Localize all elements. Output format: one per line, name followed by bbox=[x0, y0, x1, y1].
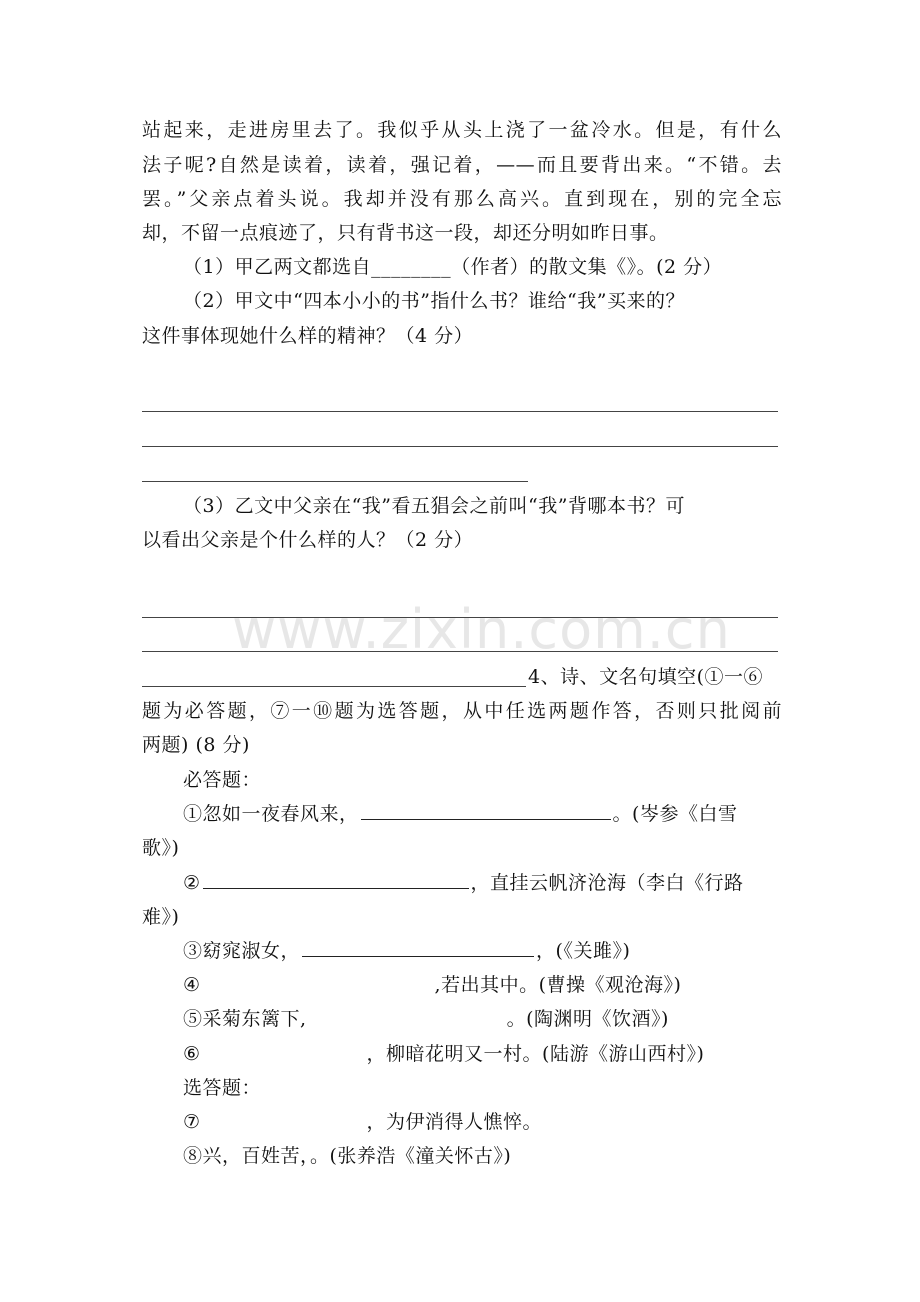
item-7 bbox=[183, 1105, 783, 1139]
item-4 bbox=[183, 968, 783, 1002]
question-1-prefix: （1）甲乙两文都选自 bbox=[183, 256, 372, 278]
item-2-continued: 难》) bbox=[142, 906, 180, 928]
item-2-text: ，直挂云帆济沧海（李白《行路 bbox=[470, 872, 744, 894]
answer-line bbox=[142, 411, 778, 412]
section-4-line-3: 两题) (8 分) bbox=[142, 734, 250, 756]
question-3-line-2: 以看出父亲是个什么样的人？（2 分） bbox=[142, 529, 474, 551]
watermark: www.zixin.com.cn bbox=[232, 598, 731, 661]
item-3-number: ③ bbox=[183, 940, 203, 962]
item-6 bbox=[183, 1037, 783, 1071]
fill-blank[interactable] bbox=[302, 934, 534, 957]
item-7-number: ⑦ bbox=[183, 1111, 201, 1133]
item-5-text: 采菊东篱下, bbox=[202, 1008, 307, 1030]
item-8 bbox=[183, 1139, 783, 1173]
item-3-text: 窈窕淑女， bbox=[202, 940, 301, 962]
optional-label: 选答题： bbox=[183, 1077, 262, 1099]
fill-blank[interactable] bbox=[203, 866, 469, 889]
item-5 bbox=[183, 1002, 783, 1036]
answer-line bbox=[142, 617, 778, 618]
fill-blank[interactable] bbox=[361, 797, 611, 820]
question-2-line-1: （2）甲文中“四本小小的书”指什么书？谁给“我”买来的？ bbox=[183, 290, 685, 312]
item-1-source: 。(岑参《白雪 bbox=[612, 803, 738, 825]
item-8-text: 兴，百姓苦，。(张养浩《潼关怀古》) bbox=[202, 1145, 512, 1167]
passage-line-3: 罢。”父亲点着头说。我却并没有那么高兴。直到现在，别的完全忘 bbox=[142, 188, 782, 210]
passage-line-4: 却，不留一点痕迹了，只有背书这一段，却还分明如昨日事。 bbox=[142, 222, 669, 244]
item-7-text: ，为伊消得人憔悴。 bbox=[366, 1111, 543, 1133]
item-4-number: ④ bbox=[183, 974, 201, 996]
item-2 bbox=[183, 866, 783, 900]
item-1 bbox=[183, 797, 783, 831]
answer-line bbox=[142, 651, 778, 652]
answer-line bbox=[142, 481, 528, 482]
section-4-line-2: 题为必答题，⑦一⑩题为选答题，从中任选两题作答，否则只批阅前 bbox=[142, 700, 782, 722]
item-6-text: ，柳暗花明又一村。(陆游《游山西村》) bbox=[366, 1043, 705, 1065]
passage-line-2: 法子呢?自然是读着，读着，强记着，——而且要背出来。“不错。去 bbox=[142, 154, 782, 176]
item-2-number: ② bbox=[183, 872, 201, 894]
item-3-source: ，(《关雎》) bbox=[536, 940, 631, 962]
item-6-number: ⑥ bbox=[183, 1043, 201, 1065]
required-label: 必答题： bbox=[183, 769, 262, 791]
question-2-line-2: 这件事体现她什么样的精神？（4 分） bbox=[142, 325, 474, 347]
item-3 bbox=[183, 934, 783, 968]
item-5-source: 。(陶渊明《饮酒》) bbox=[506, 1008, 669, 1030]
item-5-number: ⑤ bbox=[183, 1008, 203, 1030]
answer-line bbox=[142, 446, 778, 447]
item-1-text: 忽如一夜春风来， bbox=[202, 803, 359, 825]
question-1 bbox=[183, 250, 783, 284]
question-3-line-1: （3）乙文中父亲在“我”看五猖会之前叫“我”背哪本书？可 bbox=[183, 495, 685, 517]
item-1-number: ① bbox=[183, 803, 203, 825]
question-1-suffix: （作者）的散文集《》。(2 分） bbox=[451, 256, 723, 278]
item-8-number: ⑧ bbox=[183, 1145, 203, 1167]
passage-line-1: 站起来，走进房里去了。我似乎从头上浇了一盆冷水。但是，有什么 bbox=[142, 119, 782, 141]
item-4-text: ,若出其中。(曹操《观沧海》) bbox=[434, 974, 682, 996]
section-4-heading: 4、诗、文名句填空(①一⑥ bbox=[528, 666, 764, 688]
answer-line bbox=[142, 686, 526, 687]
item-1-continued: 歌》) bbox=[142, 837, 180, 859]
question-1-blank: ________ bbox=[371, 256, 452, 278]
